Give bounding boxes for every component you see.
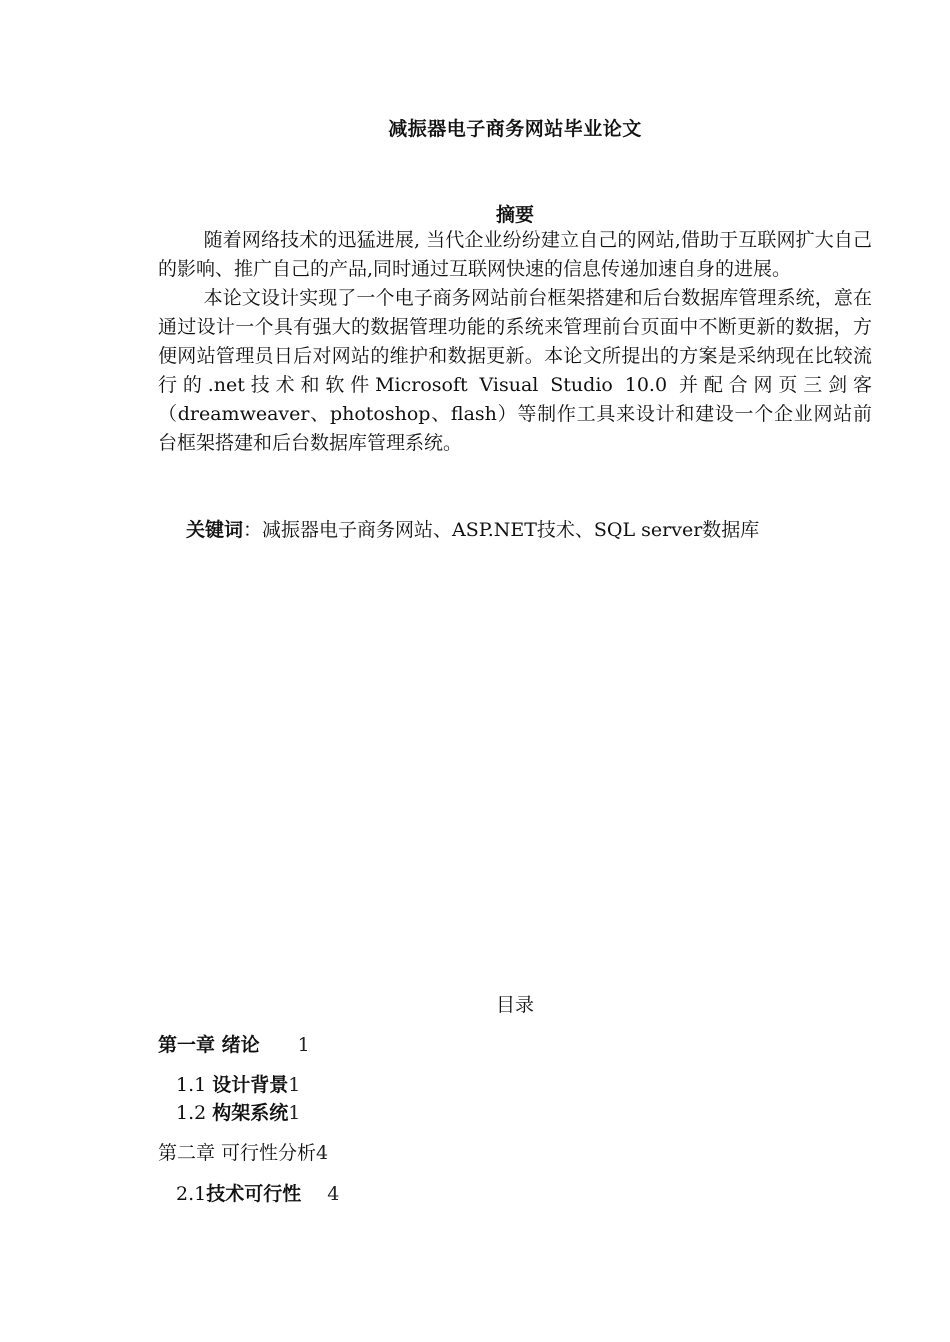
toc-entry-page: 4 <box>327 1183 340 1205</box>
toc-entry-page: 1 <box>288 1102 301 1124</box>
toc-entry-chapter-1[interactable] <box>158 1030 310 1057</box>
toc-entry-title: 技术可行性 <box>206 1183 302 1205</box>
toc-entry-number: 1.2 <box>176 1102 213 1124</box>
keywords-label: 关键词 <box>186 519 244 541</box>
keywords-text: ：减振器电子商务网站、ASP.NET技术、SQL server数据库 <box>243 519 760 541</box>
toc-entry-2-1[interactable] <box>176 1179 339 1206</box>
toc-entry-page: 4 <box>316 1142 329 1164</box>
toc-heading: 目录 <box>495 994 534 1016</box>
abstract-heading: 摘要 <box>495 204 534 226</box>
toc-entry-number: 2.1 <box>176 1183 207 1205</box>
keywords-line <box>186 515 759 542</box>
toc-entry-title: 设计背景 <box>212 1074 289 1096</box>
toc-entry-1-2[interactable] <box>176 1098 300 1125</box>
document-title: 减振器电子商务网站毕业论文 <box>388 118 642 140</box>
toc-entry-number: 1.1 <box>176 1074 213 1096</box>
toc-entry-page: 1 <box>288 1074 301 1096</box>
toc-entry-page: 1 <box>297 1034 310 1056</box>
toc-entry-chapter-2[interactable] <box>158 1138 328 1165</box>
toc-entry-1-1[interactable] <box>176 1070 300 1097</box>
abstract-body <box>158 226 872 458</box>
abstract-paragraph: 本论文设计实现了一个电子商务网站前台框架搭建和后台数据库管理系统，意在通过设计一个具有强大的数据管理功能的系统来管理前台页面中不断更新的数据，方便网站管理员日后对网站的维护和数据更新。本论文所提出的方案是采纳现在比较流行的.net技术和软件Microsoft Visual Studio 10.0 并配合网页三剑客（dreamweaver、photoshop、flash）等制作工具来设计和建设一个企业网站前台框架搭建和后台数据库管理系统。 <box>158 287 872 454</box>
abstract-paragraph: 随着网络技术的迅猛进展, 当代企业纷纷建立自己的网站,借助于互联网扩大自己的影响、推广自己的产品,同时通过互联网快速的信息传递加速自身的进展。 <box>158 229 872 280</box>
toc-entry-title: 第一章 绪论 <box>158 1034 260 1056</box>
toc-entry-title: 构架系统 <box>212 1102 289 1124</box>
toc-entry-title: 第二章 可行性分析 <box>158 1142 317 1164</box>
